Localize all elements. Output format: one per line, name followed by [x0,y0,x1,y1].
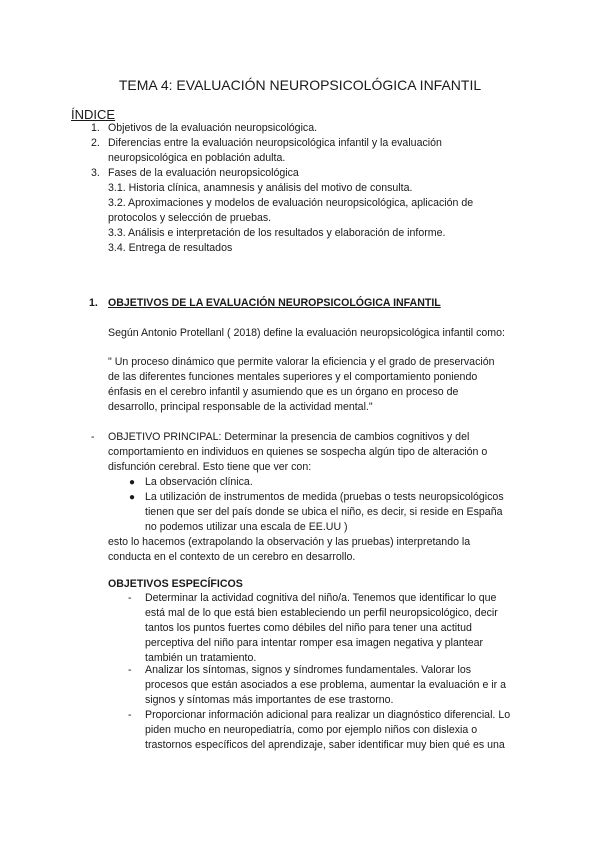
index-subitem: 3.3. Análisis e interpretación de los resultados y elaboración de informe. [108,227,446,239]
specific-objective-line: Analizar los síntomas, signos y síndromes fundamentales. Valorar los [145,664,472,676]
section-intro: Según Antonio Protellanl ( 2018) define la evaluación neuropsicológica infantil como: [108,327,505,339]
specific-objective-line: Proporcionar información adicional para realizar un diagnóstico diferencial. Lo [145,709,511,721]
bullet-icon: ● [129,492,136,503]
specific-objective-line: signos y síntomas más importantes de ese trastorno. [145,694,394,706]
main-objective-line: disfunción cerebral. Esto tiene que ver con: [108,461,312,473]
index-subitem: protocolos y selección de pruebas. [108,212,272,224]
specific-objective-line: piden mucho en neuropediatría, como por ejemplo niños con dislexia o [145,724,478,736]
section-heading: OBJETIVOS DE LA EVALUACIÓN NEUROPSICOLÓGICA INFANTIL [108,297,441,309]
page-title: TEMA 4: EVALUACIÓN NEUROPSICOLÓGICA INFANTIL [118,77,482,93]
definition-quote-line: de las diferentes funciones mentales superiores y el comportamiento poniendo [108,371,478,383]
index-subitem: 3.1. Historia clínica, anamnesis y análisis del motivo de consulta. [108,182,413,194]
dash-marker: - [91,431,95,443]
specific-objective-line: tantos los puntos fuertes como débiles del niño para tener una actitud [145,622,472,634]
paragraph-line: conducta en el contexto de un cerebro en desarrollo. [108,551,356,563]
paragraph-line: esto lo hacemos (extrapolando la observación y las pruebas) interpretando la [108,536,471,548]
specific-objective-line: Determinar la actividad cognitiva del niño/a. Tenemos que identificar lo que [145,592,497,604]
definition-quote-line: desarrollo, principal responsable de la actividad mental." [108,401,373,413]
specific-objective-line: trastornos específicos del aprendizaje, saber identificar muy bien qué es una [145,739,505,751]
bullet-text: tienen que ser del país donde se ubica el niño, es decir, si reside en España [145,506,503,518]
specific-objective-line: está mal de lo que está bien estableciendo un perfil neuropsicológico, decir [145,607,498,619]
dash-marker: - [128,592,132,604]
index-item-text: Objetivos de la evaluación neuropsicológica. [108,122,318,134]
index-item-number: 3. [91,167,100,179]
index-subitem: 3.4. Entrega de resultados [108,242,233,254]
bullet-text: La utilización de instrumentos de medida (pruebas o tests neuropsicológicos [145,491,504,503]
index-item-text: neuropsicológica en población adulta. [108,152,286,164]
bullet-text: no podemos utilizar una escala de EE.UU ) [145,521,348,533]
specific-objective-line: procesos que están asociados a ese problema, aumentar la evaluación e ir a [145,679,506,691]
index-subitem: 3.2. Aproximaciones y modelos de evaluación neuropsicológica, aplicación de [108,197,474,209]
dash-marker: - [128,664,132,676]
dash-marker: - [128,709,132,721]
main-objective-line: OBJETIVO PRINCIPAL: Determinar la presencia de cambios cognitivos y del [108,431,470,443]
bullet-text: La observación clínica. [145,476,253,488]
index-heading: ÍNDICE [71,107,116,122]
index-item-text: Fases de la evaluación neuropsicológica [108,167,299,179]
specific-objective-line: perceptiva del niño para intentar romper esa imagen negativa y plantear [145,637,484,649]
main-objective-line: comportamiento en individuos en quienes se sospecha algún tipo de alteración o [108,446,488,458]
bullet-icon: ● [129,477,136,488]
definition-quote-line: " Un proceso dinámico que permite valorar la eficiencia y el grado de preservación [108,356,495,368]
index-item-number: 1. [91,122,100,134]
index-item-text: Diferencias entre la evaluación neuropsicológica infantil y la evaluación [108,137,442,149]
index-item-number: 2. [91,137,100,149]
specific-objective-line: también un tratamiento. [145,652,257,664]
section-number: 1. [89,297,98,309]
definition-quote-line: énfasis en el cerebro infantil y asumiendo que es un órgano en proceso de [108,386,459,398]
subsection-heading: OBJETIVOS ESPECÍFICOS [108,578,243,590]
